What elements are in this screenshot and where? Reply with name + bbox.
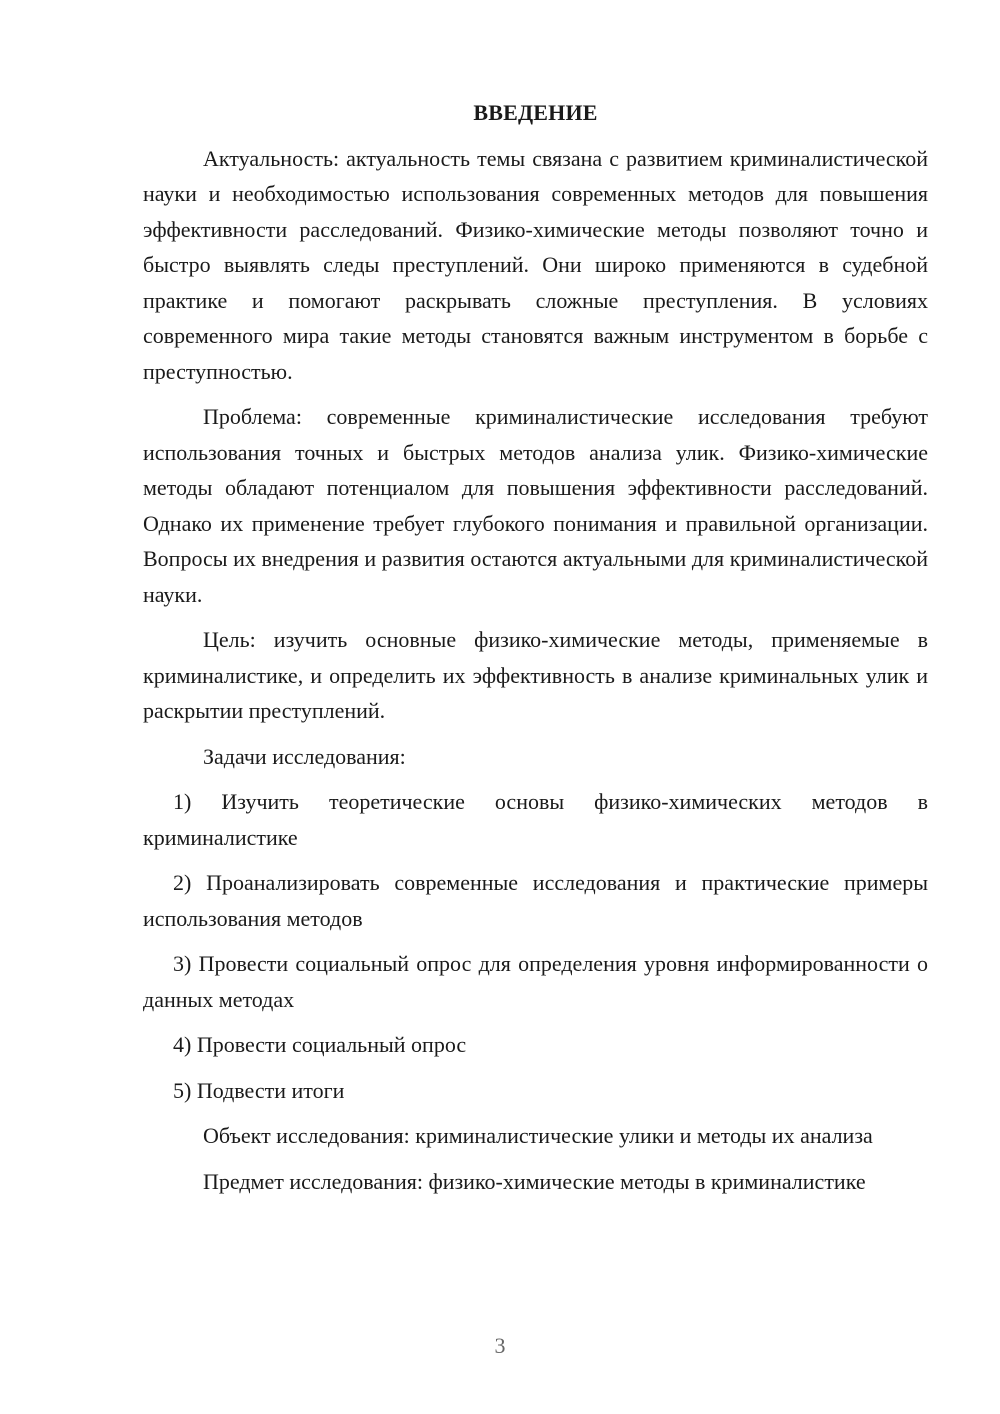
paragraph-tasks-heading: Задачи исследования: [203,743,406,769]
paragraph-goal: Цель: изучить основные физико-химические методы, применяемые в криминалистике, и определить их эффективность в анализе криминальных улик и раскрытии преступлений. [143,627,928,723]
page-number: 3 [494,1333,506,1358]
page-content [143,95,928,1209]
paragraph-relevance: Актуальность: актуальность темы связана с развитием криминалистической науки и необходимостью использования современных методов для повышения эффективности расследований. Физико-химические методы позволяют точно и быстро выявлять следы преступлений. Они широко применяются в судебной практике и помогают раскрывать сложные преступления. В условиях современного мира такие методы становятся важным инструментом в борьбе с преступностью. [143,145,928,384]
task-item-1: 1) Изучить теоретические основы физико-химических методов в криминалистике [143,789,928,850]
task-item-2: 2) Проанализировать современные исследования и практические примеры использования методов [143,870,928,931]
task-item-5: 5) Подвести итоги [173,1077,345,1103]
paragraph-object: Объект исследования: криминалистические улики и методы их анализа [203,1123,873,1148]
task-item-3: 3) Провести социальный опрос для определения уровня информированности о данных методах [143,951,928,1012]
paragraph-problem: Проблема: современные криминалистические исследования требуют использования точных и быстрых методов анализа улик. Физико-химические методы обладают потенциалом для повышения эффективности расследований. Однако их применение требует глубокого понимания и правильной организации. Вопросы их внедрения и развития остаются актуальными для криминалистической науки. [143,404,928,607]
task-item-4: 4) Провести социальный опрос [173,1032,467,1057]
paragraph-subject: Предмет исследования: физико-химические методы в криминалистике [203,1168,866,1194]
section-title: ВВЕДЕНИЕ [473,100,598,125]
